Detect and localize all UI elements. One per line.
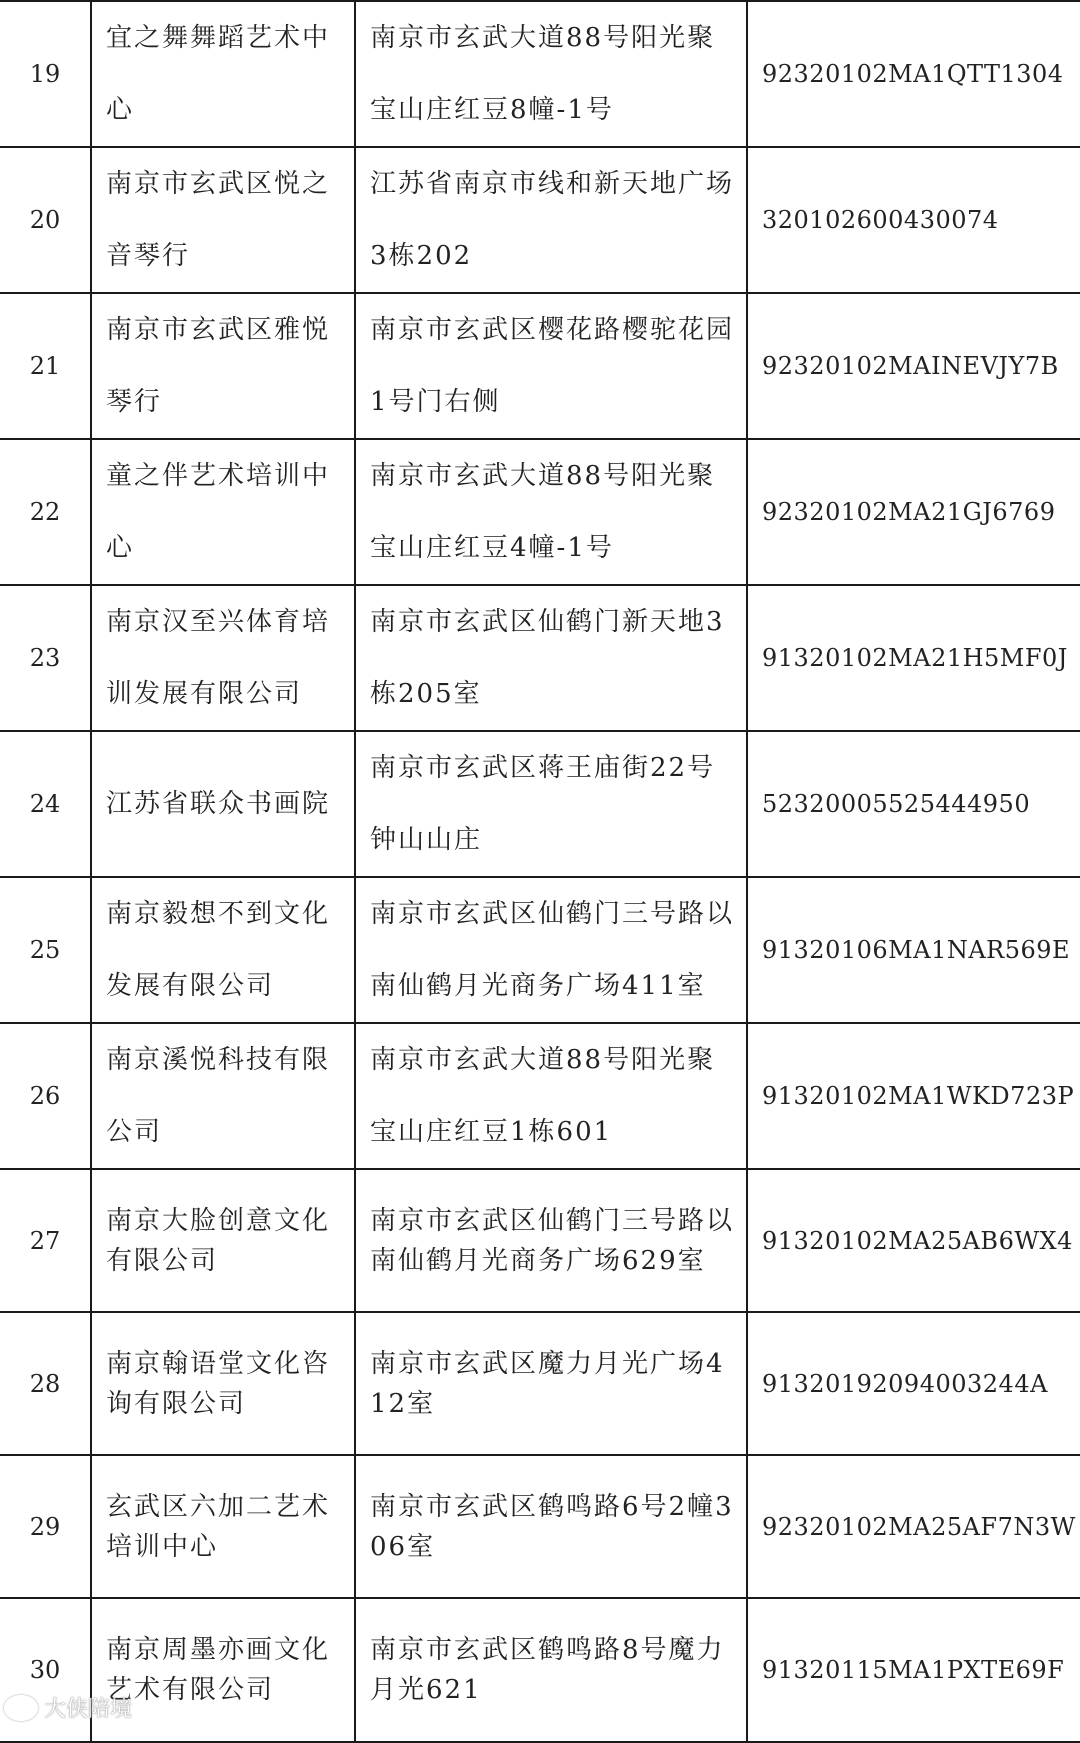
credit-code: 92320102MAINEVJY7B: [747, 293, 1080, 439]
organization-name: 南京毅想不到文化发展有限公司: [91, 877, 355, 1023]
organization-name: 童之伴艺术培训中心: [91, 439, 355, 585]
row-number: 19: [0, 1, 91, 147]
registry-table-body: [0, 1, 1080, 1742]
credit-code: 52320005525444950: [747, 731, 1080, 877]
row-number: 27: [0, 1169, 91, 1312]
organization-address: 南京市玄武大道88号阳光聚宝山庄红豆8幢-1号: [355, 1, 747, 147]
table-row: [0, 1312, 1080, 1455]
table-row: [0, 439, 1080, 585]
table-row: [0, 147, 1080, 293]
credit-code: 92320102MA1QTT1304: [747, 1, 1080, 147]
row-number: 30: [0, 1598, 91, 1742]
row-number: 28: [0, 1312, 91, 1455]
row-number: 22: [0, 439, 91, 585]
credit-code: 91320102MA25AB6WX4: [747, 1169, 1080, 1312]
organization-address: 南京市玄武大道88号阳光聚宝山庄红豆1栋601: [355, 1023, 747, 1169]
table-row: [0, 1, 1080, 147]
organization-address: 南京市玄武区鹤鸣路8号魔力月光621: [355, 1598, 747, 1742]
organization-name: 南京市玄武区悦之音琴行: [91, 147, 355, 293]
organization-address: 南京市玄武区魔力月光广场412室: [355, 1312, 747, 1455]
table-row: [0, 1169, 1080, 1312]
credit-code: 91320102MA21H5MF0J: [747, 585, 1080, 731]
organization-name: 南京汉至兴体育培训发展有限公司: [91, 585, 355, 731]
organization-name: 南京大脸创意文化有限公司: [91, 1169, 355, 1312]
table-row: [0, 1598, 1080, 1742]
row-number: 24: [0, 731, 91, 877]
organization-name: 南京市玄武区雅悦琴行: [91, 293, 355, 439]
credit-code: 92320102MA21GJ6769: [747, 439, 1080, 585]
organization-address: 南京市玄武区蒋王庙街22号钟山山庄: [355, 731, 747, 877]
watermark-text: 大侠陪境: [44, 1697, 133, 1722]
organization-address: 南京市玄武区仙鹤门新天地3栋205室: [355, 585, 747, 731]
table-row: [0, 1455, 1080, 1598]
credit-code: 320102600430074: [747, 147, 1080, 293]
table-row: [0, 731, 1080, 877]
table-row: [0, 585, 1080, 731]
credit-code: 92320102MA25AF7N3W: [747, 1455, 1080, 1598]
organization-name: 江苏省联众书画院: [91, 731, 355, 877]
watermark: [4, 1692, 132, 1723]
credit-code: 91320192094003244A: [747, 1312, 1080, 1455]
credit-code: 91320115MA1PXTE69F: [747, 1598, 1080, 1742]
organization-address: 南京市玄武区仙鹤门三号路以南仙鹤月光商务广场629室: [355, 1169, 747, 1312]
organization-address: 南京市玄武区樱花路樱驼花园1号门右侧: [355, 293, 747, 439]
organization-address: 南京市玄武区鹤鸣路6号2幢306室: [355, 1455, 747, 1598]
watermark-logo-icon: [4, 1695, 38, 1721]
organization-name: 南京溪悦科技有限公司: [91, 1023, 355, 1169]
organization-name: 南京周墨亦画文化艺术有限公司: [91, 1598, 355, 1742]
row-number: 23: [0, 585, 91, 731]
table-row: [0, 293, 1080, 439]
organization-name: 玄武区六加二艺术培训中心: [91, 1455, 355, 1598]
credit-code: 91320102MA1WKD723P: [747, 1023, 1080, 1169]
organization-address: 南京市玄武大道88号阳光聚宝山庄红豆4幢-1号: [355, 439, 747, 585]
organization-name: 南京翰语堂文化咨询有限公司: [91, 1312, 355, 1455]
organization-address: 江苏省南京市线和新天地广场3栋202: [355, 147, 747, 293]
row-number: 21: [0, 293, 91, 439]
row-number: 26: [0, 1023, 91, 1169]
credit-code: 91320106MA1NAR569E: [747, 877, 1080, 1023]
row-number: 29: [0, 1455, 91, 1598]
organization-address: 南京市玄武区仙鹤门三号路以南仙鹤月光商务广场411室: [355, 877, 747, 1023]
row-number: 20: [0, 147, 91, 293]
table-row: [0, 1023, 1080, 1169]
organization-name: 宜之舞舞蹈艺术中心: [91, 1, 355, 147]
table-row: [0, 877, 1080, 1023]
row-number: 25: [0, 877, 91, 1023]
